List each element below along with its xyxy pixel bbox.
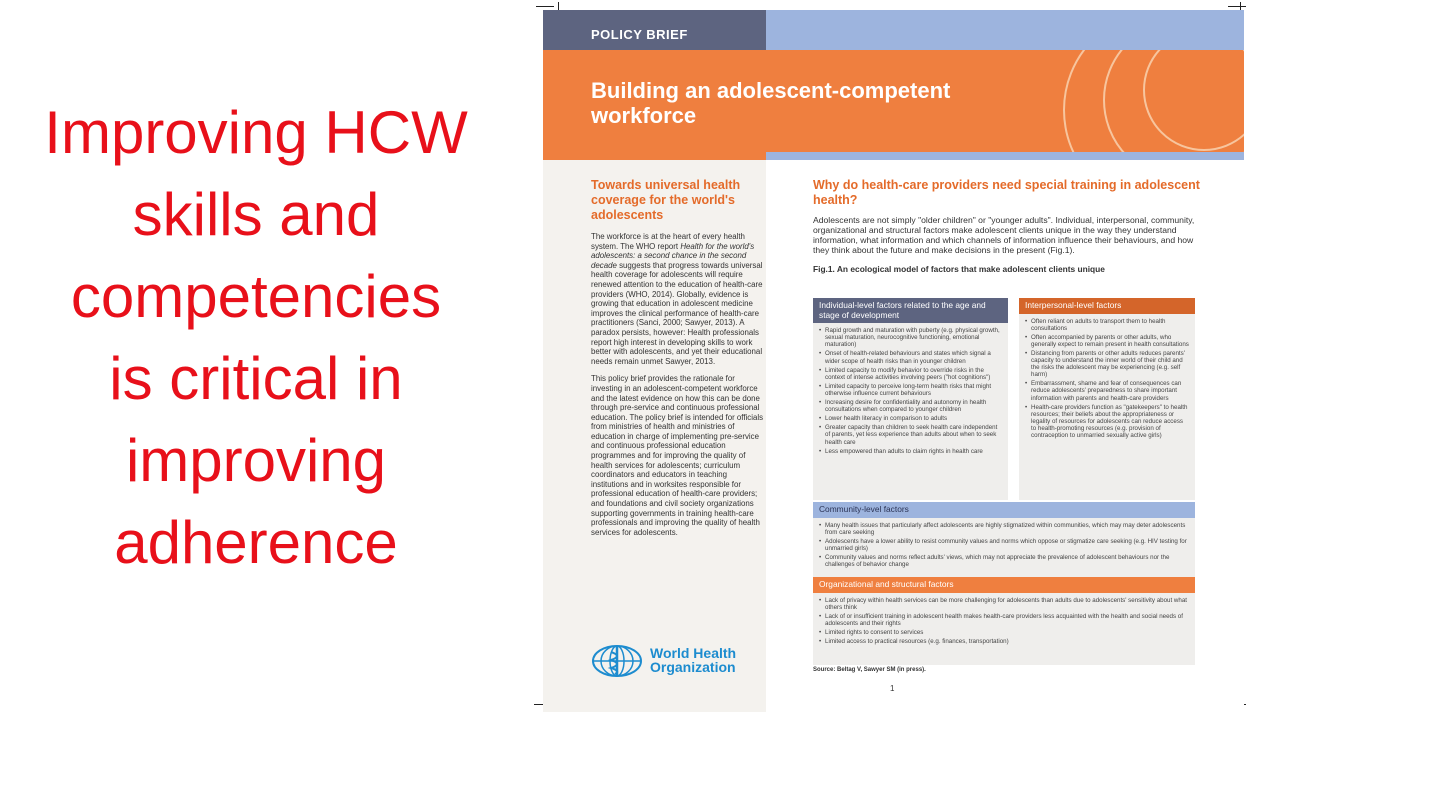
community-factors-box xyxy=(813,502,1195,584)
list-item: • Often accompanied by parents or other adults, who generally expect to remain present in health consultations xyxy=(1025,334,1189,348)
list-item: • Adolescents have a lower ability to resist community values and norms which oppose or stigmatize care seeking (e.g. HIV testing for unmarried girls) xyxy=(819,538,1189,552)
headline-line: competencies xyxy=(70,263,442,330)
list-item: • Increasing desire for confidentiality and autonomy in health consultations when compared to younger children xyxy=(819,399,1002,413)
who-logo-text: World Health Organization xyxy=(650,645,737,675)
headline-line: improving xyxy=(125,427,387,494)
list-item: • Distancing from parents or other adults reduces parents' capacity to understand the inner world of their child and the risks the adolescent may be experiencing (e.g. self harm) xyxy=(1025,350,1189,378)
list-item: • Limited capacity to modify behavior to override risks in the context of intense activities involving peers ("hot cognitions") xyxy=(819,367,1002,381)
headline-line: is critical in xyxy=(109,345,403,412)
list-item: • Greater capacity than children to seek health care independent of parents, yet less experience than adults about when to seek health care xyxy=(819,424,1002,445)
factor-list xyxy=(813,518,1195,575)
right-heading: Why do health-care providers need special training in adolescent health? xyxy=(813,178,1200,207)
figure-source: Source: Beltag V, Sawyer SM (in press). xyxy=(813,667,926,673)
headline-line: skills and xyxy=(132,181,380,248)
list-item: • Lower health literacy in comparison to adults xyxy=(819,415,1002,422)
list-item: • Health-care providers function as "gatekeepers" to health resources; their beliefs about the appropriateness or legality of resources for adolescents can reduce access to health-promoting resources (e.g. provision of contraception to unmarried sexually active girls) xyxy=(1025,404,1189,439)
box-title: Individual-level factors related to the age and stage of development xyxy=(813,298,1008,323)
top-bar xyxy=(543,10,1244,50)
box-title: Organizational and structural factors xyxy=(813,577,1195,593)
list-item: • Limited access to practical resources (e.g. finances, transportation) xyxy=(819,638,1189,645)
box-title: Community-level factors xyxy=(813,502,1195,518)
list-item: • Lack of privacy within health services can be more challenging for adolescents than adults due to adolescents' sensitivity about what others think xyxy=(819,597,1189,611)
list-item: • Rapid growth and maturation with puberty (e.g. physical growth, sexual maturation, neurocognitive functioning, emotional maturation) xyxy=(819,327,1002,348)
slide-headline xyxy=(8,92,504,584)
policy-brief-label: POLICY BRIEF xyxy=(543,10,766,50)
crop-mark xyxy=(536,6,554,7)
crop-mark xyxy=(1228,6,1246,7)
headline-line: Improving HCW xyxy=(44,99,468,166)
list-item: • Limited capacity to perceive long-term health risks that might otherwise influence current behaviours xyxy=(819,383,1002,397)
factor-list xyxy=(813,593,1195,652)
who-logo xyxy=(591,642,761,682)
individual-factors-box xyxy=(813,298,1008,500)
policy-brief-page xyxy=(543,10,1244,712)
list-item: • Limited rights to consent to services xyxy=(819,629,1189,636)
list-item: • Less empowered than adults to claim rights in health care xyxy=(819,448,1002,455)
title-banner xyxy=(543,50,1244,160)
left-heading: Towards universal health coverage for the world's adolescents xyxy=(591,178,741,222)
list-item: • Embarrassment, shame and fear of consequences can reduce adolescents' preparedness to share important information with parents and health-care providers xyxy=(1025,380,1189,401)
figure-caption: Fig.1. An ecological model of factors that make adolescent clients unique xyxy=(813,263,1105,274)
decorative-rings-icon xyxy=(1054,50,1244,160)
left-paragraph-1: The workforce is at the heart of every health system. The WHO report Health for the world's adolescents: a second chance in the second decade suggests that progress towards universal health coverage for adolescents will require renewed attention to the education of health-care providers (WHO, 2014). Globally, evidence is growing that education in adolescent medicine improves the clinical performance of health-care practitioners (Sanci, 2000; Sawyer, 2013). A paradox persists, however: Health professionals report high interest in developing skills to work better with adolescents, and yet their educational needs remain unmet Sawyer, 2013. xyxy=(591,232,763,366)
factor-list xyxy=(1019,314,1195,446)
document-title: Building an adolescent-competent workforce xyxy=(591,78,951,128)
interpersonal-factors-box xyxy=(1019,298,1195,500)
right-column xyxy=(813,178,1203,283)
list-item: • Often reliant on adults to transport them to health consultations xyxy=(1025,318,1189,332)
list-item: • Lack of or insufficient training in adolescent health makes health-care providers less acquainted with the health and social needs of adolescents and their rights xyxy=(819,613,1189,627)
left-column xyxy=(591,178,766,545)
intro-paragraph: Adolescents are not simply "older children" or "younger adults". Individual, interpersonal, community, organizational and structural factors make adolescent clients unique in the way they understand information, what information and which channels of information influence their behaviours, and how they think about the future and make decisions in the present (Fig.1). xyxy=(813,215,1195,255)
blue-strip xyxy=(766,152,1244,160)
who-emblem-icon xyxy=(591,644,643,678)
page-number: 1 xyxy=(890,684,895,693)
headline-line: adherence xyxy=(114,509,398,576)
list-item: • Community values and norms reflect adults' views, which may not appreciate the prevalence of adolescent behaviours nor the challenges of behavior change xyxy=(819,554,1189,568)
box-title: Interpersonal-level factors xyxy=(1019,298,1195,314)
list-item: • Onset of health-related behaviours and states which signal a wider scope of health risks than in younger children xyxy=(819,350,1002,364)
left-paragraph-2: This policy brief provides the rationale for investing in an adolescent-competent workforce and the latest evidence on how this can be done through pre-service and continuous professional education. The policy brief is intended for officials from ministries of health and ministries of education in charge of implementing pre-service and continuous professional education programmes and for improving the quality of health services for adolescents; curriculum coordinators and educators in teaching institutions and in worksites responsible for professional education of health-care providers; and foundations and civil society organizations supporting governments in training health-care professionals and improving the quality of health services for adolescents. xyxy=(591,374,764,537)
factor-list xyxy=(813,323,1008,461)
organizational-factors-box xyxy=(813,577,1195,665)
list-item: • Many health issues that particularly affect adolescents are highly stigmatized within communities, which may may deter adolescents from care seeking xyxy=(819,522,1189,536)
